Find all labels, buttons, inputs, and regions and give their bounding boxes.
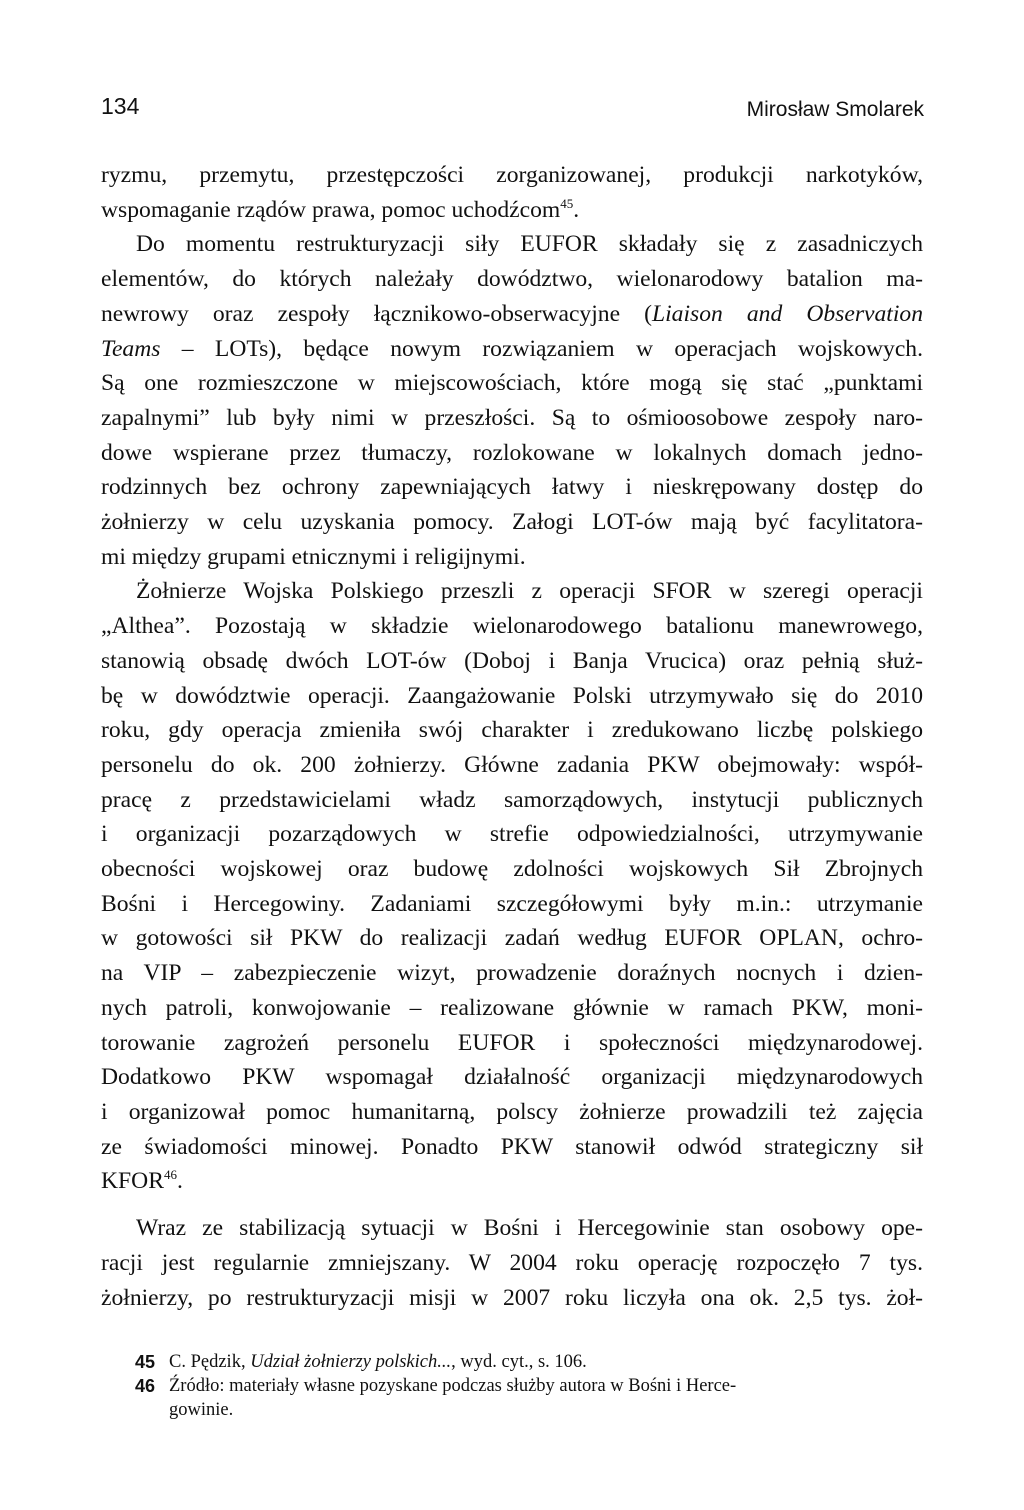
text-line: mi między grupami etnicznymi i religijnymi. <box>101 543 526 570</box>
italic-term: Liaison and Observation <box>651 300 923 327</box>
footnote-text <box>169 1350 923 1374</box>
page-number: 134 <box>101 93 140 119</box>
footnote-ref-45[interactable]: 45 <box>560 195 574 211</box>
italic-term: Teams <box>101 335 161 362</box>
paragraph-1 <box>101 158 923 227</box>
text-line: personelu do ok. 200 żołnierzy. Główne zadania PKW obejmowały: współ- <box>101 751 923 778</box>
text-line: racji jest regularnie zmniejszany. W 2004 roku operację rozpoczęło 7 tys. <box>101 1249 923 1276</box>
footnote-text: Źródło: materiały własne pozyskane podczas służby autora w Bośni i Herce- <box>169 1376 737 1396</box>
paragraph-2 <box>101 227 923 574</box>
text-fragment: , wyd. cyt., s. 106. <box>451 1352 587 1372</box>
text-line: „Althea”. Pozostają w składzie wielonarodowego batalionu manewrowego, <box>101 613 923 640</box>
footnote-number: 46 <box>135 1376 156 1396</box>
text-line: w gotowości sił PKW do realizacji zadań według EUFOR OPLAN, ochro- <box>101 925 923 952</box>
text-line: roku, gdy operacja zmieniła swój charakter i zredukowano liczbę polskiego <box>101 717 923 744</box>
text-line: Dodatkowo PKW wspomagał działalność organizacji międzynarodowych <box>101 1064 923 1091</box>
text-line: zapalnymi” lub były nimi w przeszłości. Są to ośmioosobowe zespoły naro- <box>101 404 923 431</box>
footnote-46 <box>101 1374 923 1398</box>
text-line <box>101 193 923 228</box>
text-line: dowe wspierane przez tłumaczy, rozlokowane w lokalnych domach jedno- <box>101 439 923 466</box>
text-line: Bośni i Hercegowiny. Zadaniami szczegółowymi były m.in.: utrzymanie <box>101 890 923 917</box>
text-line: pracę z przedstawicielami władz samorządowych, instytucji publicznych <box>101 786 923 813</box>
body-text <box>101 158 923 1315</box>
text-line: i organizował pomoc humanitarną, polscy żołnierze prowadzili też zajęcia <box>101 1098 923 1125</box>
footnote-text: gowinie. <box>169 1400 234 1420</box>
running-head-author: Mirosław Smolarek <box>746 98 924 121</box>
footnote-title: Udział żołnierzy polskich... <box>250 1352 452 1372</box>
text-line: Do momentu restrukturyzacji siły EUFOR składały się z zasadniczych <box>136 231 923 258</box>
paragraph-4 <box>101 1211 923 1315</box>
text-line: elementów, do których należały dowództwo, wielonarodowy batalion ma- <box>101 266 923 293</box>
footnote-ref-46[interactable]: 46 <box>163 1167 177 1183</box>
text-line: stanowią obsadę dwóch LOT-ów (Doboj i Banja Vrucica) oraz pełnią służ- <box>101 647 923 674</box>
text-fragment: newrowy oraz zespoły łącznikowo-obserwacyjne ( <box>101 300 652 327</box>
text-line <box>101 297 923 332</box>
footnotes <box>101 1350 923 1422</box>
text-line: ze świadomości minowej. Ponadto PKW stanowił odwód strategiczny sił <box>101 1133 923 1160</box>
text-line: rodzinnych bez ochrony zapewniających łatwy i nieskrępowany dostęp do <box>101 474 923 501</box>
text-line <box>101 1164 923 1199</box>
text-line: bę w dowództwie operacji. Zaangażowanie Polski utrzymywało się do 2010 <box>101 682 923 709</box>
text-line: torowanie zagrożeń personelu EUFOR i społeczności międzynarodowej. <box>101 1029 923 1056</box>
text-fragment: wspomaganie rządów prawa, pomoc uchodźcom <box>101 196 561 223</box>
text-line: Żołnierze Wojska Polskiego przeszli z operacji SFOR w szeregi operacji <box>136 578 923 605</box>
text-line: Są one rozmieszczone w miejscowościach, które mogą się stać „punktami <box>101 370 923 397</box>
text-line: Wraz ze stabilizacją sytuacji w Bośni i Hercegowinie stan osobowy ope- <box>136 1215 923 1242</box>
text-line: na VIP – zabezpieczenie wizyt, prowadzenie doraźnych nocnych i dzien- <box>101 960 923 987</box>
text-fragment: . <box>573 196 580 223</box>
text-line: żołnierzy, po restrukturyzacji misji w 2007 roku liczyła ona ok. 2,5 tys. żoł- <box>101 1284 923 1311</box>
text-line: nych patroli, konwojowanie – realizowane głównie w ramach PKW, moni- <box>101 994 923 1021</box>
footnote-45 <box>101 1350 923 1374</box>
text-fragment: . <box>176 1168 183 1195</box>
footnote-number: 45 <box>135 1352 156 1372</box>
text-line: obecności wojskowej oraz budowę zdolności wojskowych Sił Zbrojnych <box>101 856 923 883</box>
text-line: ryzmu, przemytu, przestępczości zorganizowanej, produkcji narkotyków, <box>101 162 923 188</box>
text-fragment: C. Pędzik, <box>169 1352 251 1372</box>
paragraph-3 <box>101 574 923 1199</box>
paragraph-gap <box>101 1199 923 1211</box>
footnote-46-continued <box>101 1398 923 1422</box>
text-fragment: – LOTs), będące nowym rozwiązaniem w operacjach wojskowych. <box>160 335 923 362</box>
text-line: i organizacji pozarządowych w strefie odpowiedzialności, utrzymywanie <box>101 821 923 848</box>
text-fragment: KFOR <box>101 1168 164 1195</box>
text-line <box>101 332 923 367</box>
text-line: żołnierzy w celu uzyskania pomocy. Załogi LOT-ów mają być facylitatora- <box>101 509 923 536</box>
